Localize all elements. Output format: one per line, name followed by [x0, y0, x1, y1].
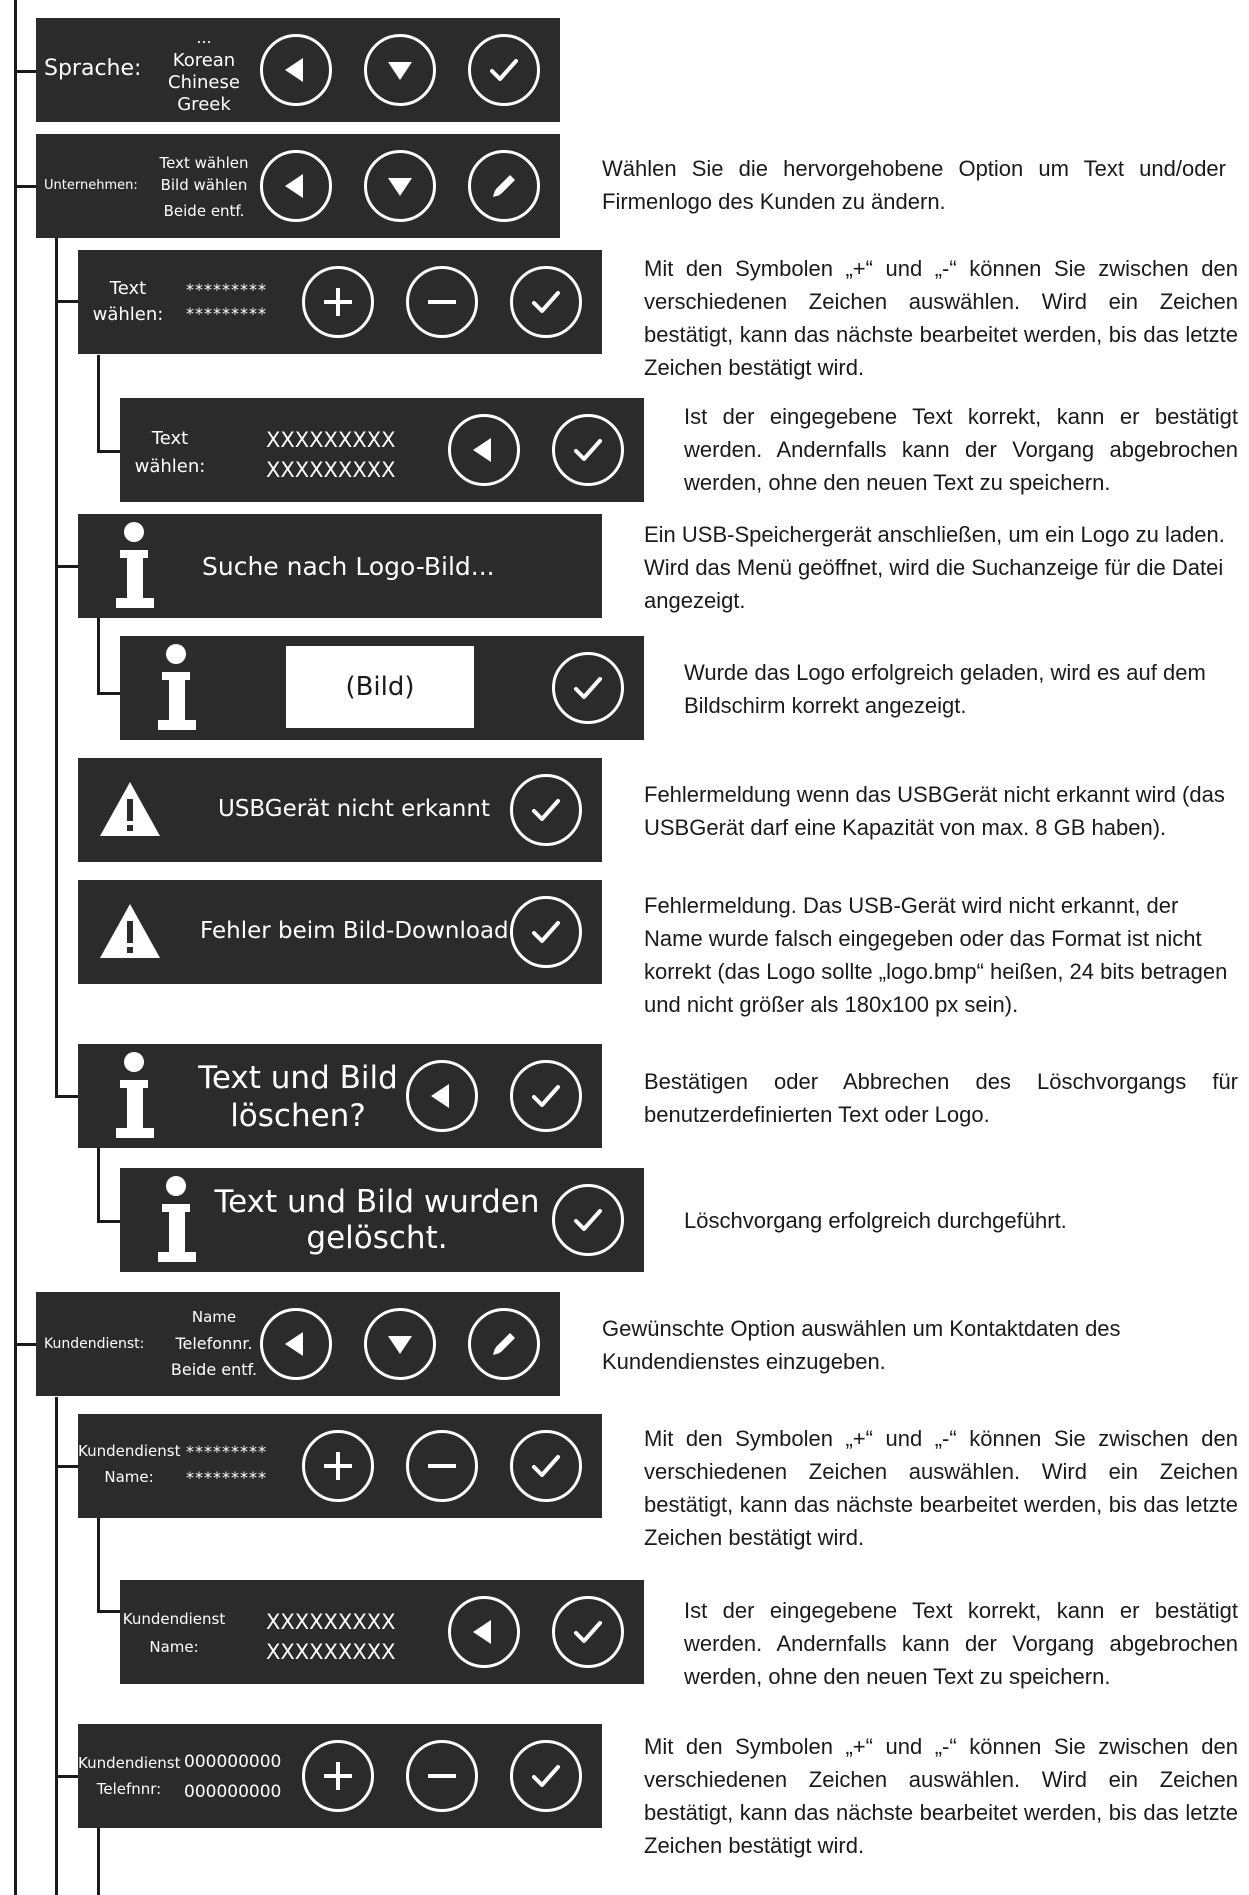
confirm-button[interactable]	[552, 1596, 624, 1668]
language-option-3[interactable]: Greek	[177, 94, 231, 115]
tree-branch-text-confirm	[97, 450, 121, 453]
delete-confirm-message-2: löschen?	[230, 1098, 366, 1134]
minus-icon	[422, 1756, 462, 1796]
confirm-button[interactable]	[552, 652, 624, 724]
confirm-button[interactable]	[510, 896, 582, 968]
check-icon	[526, 282, 566, 322]
service-name-confirm-value-2: XXXXXXXXX	[266, 1640, 396, 1664]
back-button[interactable]	[448, 414, 520, 486]
company-option-2[interactable]: Beide entf.	[163, 202, 245, 220]
arrow-down-icon	[380, 166, 420, 206]
language-option-1[interactable]: Korean	[172, 50, 236, 71]
usb-error-panel	[78, 758, 602, 862]
tree-branch-delete	[55, 1095, 79, 1098]
down-button[interactable]	[364, 150, 436, 222]
download-error-message: Fehler beim Bild-Download	[200, 918, 509, 944]
logo-search-description: Ein USB-Speichergerät anschließen, um ein Logo zu laden. Wird das Menü geöffnet, wird die Suchanzeige für die Datei angezeigt.	[644, 522, 1225, 613]
tree-branch-company	[14, 185, 36, 188]
service-name-label-1: Kundendienst	[78, 1442, 181, 1460]
minus-icon	[422, 1446, 462, 1486]
pencil-icon	[484, 166, 524, 206]
tree-branch-service-name	[55, 1465, 79, 1468]
download-error-description: Fehlermeldung. Das USB-Gerät wird nicht erkannt, der Name wurde falsch eingegeben oder das Format ist nicht korrekt (das Logo sollte „logo.bmp“ heißen, 24 bits betragen und nicht größer als 180x100 px sein).	[644, 893, 1228, 1017]
tree-main-line	[14, 0, 17, 1895]
service-phone-description: Mit den Symbolen „+“ und „-“ können Sie zwischen den verschiedenen Zeichen auswählen. Wird ein Zeichen bestätigt, kann das nächste bearbeitet werden, bis das letzte Zeichen bestätigt wird.	[644, 1734, 1238, 1858]
check-icon	[526, 912, 566, 952]
arrow-left-icon	[276, 166, 316, 206]
delete-done-panel	[120, 1168, 644, 1272]
check-icon	[568, 430, 608, 470]
tree-service-name-line	[97, 1518, 100, 1613]
language-panel	[36, 18, 560, 122]
service-description: Gewünschte Option auswählen um Kontaktdaten des Kundendienstes einzugeben.	[602, 1316, 1121, 1374]
service-name-value-1: *********	[186, 1442, 267, 1461]
info-icon	[148, 1176, 204, 1264]
arrow-left-icon	[464, 430, 504, 470]
company-description: Wählen Sie die hervorgehobene Option um Text und/oder Firmenlogo des Kunden zu ändern.	[602, 156, 1226, 214]
service-phone-value-2: 000000000	[184, 1782, 282, 1802]
delete-confirm-description: Bestätigen oder Abbrechen des Löschvorgangs für benutzerdefinierten Text oder Logo.	[644, 1069, 1238, 1127]
tree-service-phone-line	[97, 1828, 100, 1895]
edit-button[interactable]	[468, 150, 540, 222]
service-name-confirm-value-1: XXXXXXXXX	[266, 1610, 396, 1634]
warning-icon	[98, 780, 162, 838]
service-option-2[interactable]: Beide entf.	[170, 1360, 258, 1379]
tree-text-line	[97, 355, 100, 453]
service-name-description: Mit den Symbolen „+“ und „-“ können Sie zwischen den verschiedenen Zeichen auswählen. Wird ein Zeichen bestätigt, kann das nächste bearbeitet werden, bis das letzte Zeichen bestätigt wird.	[644, 1426, 1238, 1550]
download-error-panel	[78, 880, 602, 984]
info-icon	[148, 644, 204, 732]
usb-error-description: Fehlermeldung wenn das USBGerät nicht erkannt wird (das USBGerät darf eine Kapazität von max. 8 GB haben).	[644, 782, 1225, 840]
language-label: Sprache:	[44, 56, 142, 81]
company-label: Unternehmen:	[44, 178, 138, 193]
back-button[interactable]	[448, 1596, 520, 1668]
service-label: Kundendienst:	[44, 1336, 145, 1352]
tree-branch-service-phone	[55, 1775, 79, 1778]
logo-loaded-panel	[120, 636, 644, 740]
text-confirm-value-1: XXXXXXXXX	[266, 428, 396, 452]
arrow-left-icon	[276, 50, 316, 90]
check-icon	[568, 1612, 608, 1652]
pencil-icon	[484, 1324, 524, 1364]
back-button[interactable]	[260, 1308, 332, 1380]
arrow-left-icon	[422, 1076, 462, 1116]
delete-confirm-message-1: Text und Bild	[198, 1060, 398, 1096]
delete-done-message-1: Text und Bild wurden	[214, 1184, 540, 1220]
service-phone-value-1: 000000000	[184, 1752, 282, 1772]
tree-branch-language	[14, 70, 36, 73]
check-icon	[526, 1076, 566, 1116]
tree-service-line	[55, 1397, 58, 1895]
delete-done-message-2: gelöscht.	[306, 1220, 448, 1256]
service-name-value-2: *********	[186, 1468, 267, 1487]
text-confirm-value-2: XXXXXXXXX	[266, 458, 396, 482]
check-icon	[526, 1756, 566, 1796]
service-option-0[interactable]: Name	[191, 1308, 237, 1326]
service-phone-panel	[78, 1724, 602, 1828]
minus-button[interactable]	[406, 1740, 478, 1812]
tree-company-line	[55, 238, 58, 1097]
arrow-down-icon	[380, 50, 420, 90]
text-select-label-1: Text	[109, 278, 147, 299]
text-select-description: Mit den Symbolen „+“ und „-“ können Sie zwischen den verschiedenen Zeichen auswählen. Wird ein Zeichen bestätigt, kann das nächste bearbeitet werden, bis das letzte Zeichen bestätigt wird.	[644, 256, 1238, 380]
plus-button[interactable]	[302, 266, 374, 338]
service-name-confirm-label-2: Name:	[149, 1638, 199, 1656]
arrow-left-icon	[464, 1612, 504, 1652]
service-name-confirm-panel	[120, 1580, 644, 1684]
service-name-label-2: Name:	[104, 1468, 154, 1486]
company-option-0[interactable]: Text wählen	[159, 154, 249, 172]
confirm-button[interactable]	[510, 774, 582, 846]
text-select-label-2: wählen:	[92, 304, 164, 325]
back-button[interactable]	[260, 34, 332, 106]
text-confirm-panel	[120, 398, 644, 502]
check-icon	[484, 50, 524, 90]
tree-branch-delete-done	[97, 1220, 121, 1223]
back-button[interactable]	[260, 150, 332, 222]
logo-image-placeholder: (Bild)	[286, 646, 474, 728]
usb-error-message: USBGerät nicht erkannt	[218, 796, 490, 822]
info-icon	[106, 1052, 162, 1140]
down-button[interactable]	[364, 1308, 436, 1380]
delete-done-description: Löschvorgang erfolgreich durchgeführt.	[684, 1208, 1067, 1233]
logo-search-message: Suche nach Logo-Bild...	[202, 552, 495, 581]
arrow-left-icon	[276, 1324, 316, 1364]
logo-loaded-description: Wurde das Logo erfolgreich geladen, wird es auf dem Bildschirm korrekt angezeigt.	[684, 660, 1206, 718]
service-option-1[interactable]: Telefonnr.	[175, 1334, 253, 1353]
check-icon	[526, 790, 566, 830]
minus-button[interactable]	[406, 266, 478, 338]
tree-branch-logo-loaded	[97, 692, 121, 695]
delete-confirm-panel	[78, 1044, 602, 1148]
tree-branch-text-select	[55, 300, 79, 303]
check-icon	[568, 1200, 608, 1240]
plus-icon	[318, 282, 358, 322]
text-select-value-2: *********	[186, 304, 267, 323]
tree-delete-line	[97, 1148, 100, 1223]
company-panel	[36, 134, 560, 238]
logo-search-panel	[78, 514, 602, 618]
tree-branch-service-name-confirm	[97, 1610, 121, 1613]
confirm-button[interactable]	[510, 1430, 582, 1502]
text-confirm-description: Ist der eingegebene Text korrekt, kann er bestätigt werden. Andernfalls kann der Vorgang abgebrochen werden, ohne den neuen Text zu speichern.	[684, 404, 1238, 495]
tree-branch-logo-search	[55, 565, 79, 568]
info-icon	[106, 522, 162, 610]
company-option-1[interactable]: Bild wählen	[160, 176, 248, 194]
plus-button[interactable]	[302, 1430, 374, 1502]
minus-icon	[422, 282, 462, 322]
warning-icon	[98, 902, 162, 960]
service-name-confirm-description: Ist der eingegebene Text korrekt, kann er bestätigt werden. Andernfalls kann der Vorgang abgebrochen werden, ohne den neuen Text zu speichern.	[684, 1598, 1238, 1689]
confirm-button[interactable]	[510, 266, 582, 338]
plus-button[interactable]	[302, 1740, 374, 1812]
check-icon	[526, 1446, 566, 1486]
service-name-confirm-label-1: Kundendienst	[122, 1610, 226, 1628]
minus-button[interactable]	[406, 1430, 478, 1502]
plus-icon	[318, 1446, 358, 1486]
confirm-button[interactable]	[510, 1060, 582, 1132]
text-confirm-label-2: wählen:	[134, 456, 206, 477]
tree-branch-service	[14, 1343, 36, 1346]
confirm-button[interactable]	[552, 414, 624, 486]
service-phone-label-2: Telefnnr:	[96, 1780, 162, 1798]
service-panel	[36, 1292, 560, 1396]
confirm-button[interactable]	[510, 1740, 582, 1812]
plus-icon	[318, 1756, 358, 1796]
text-confirm-label-1: Text	[151, 428, 189, 449]
language-option-0[interactable]: ...	[196, 28, 212, 47]
confirm-button[interactable]	[552, 1184, 624, 1256]
tree-logo-line	[97, 617, 100, 695]
confirm-button[interactable]	[468, 34, 540, 106]
edit-button[interactable]	[468, 1308, 540, 1380]
text-select-panel	[78, 250, 602, 354]
text-select-value-1: *********	[186, 280, 267, 299]
check-icon	[568, 668, 608, 708]
back-button[interactable]	[406, 1060, 478, 1132]
service-phone-label-1: Kundendienst	[78, 1754, 181, 1772]
service-name-panel	[78, 1414, 602, 1518]
language-option-2[interactable]: Chinese	[168, 72, 240, 93]
down-button[interactable]	[364, 34, 436, 106]
arrow-down-icon	[380, 1324, 420, 1364]
